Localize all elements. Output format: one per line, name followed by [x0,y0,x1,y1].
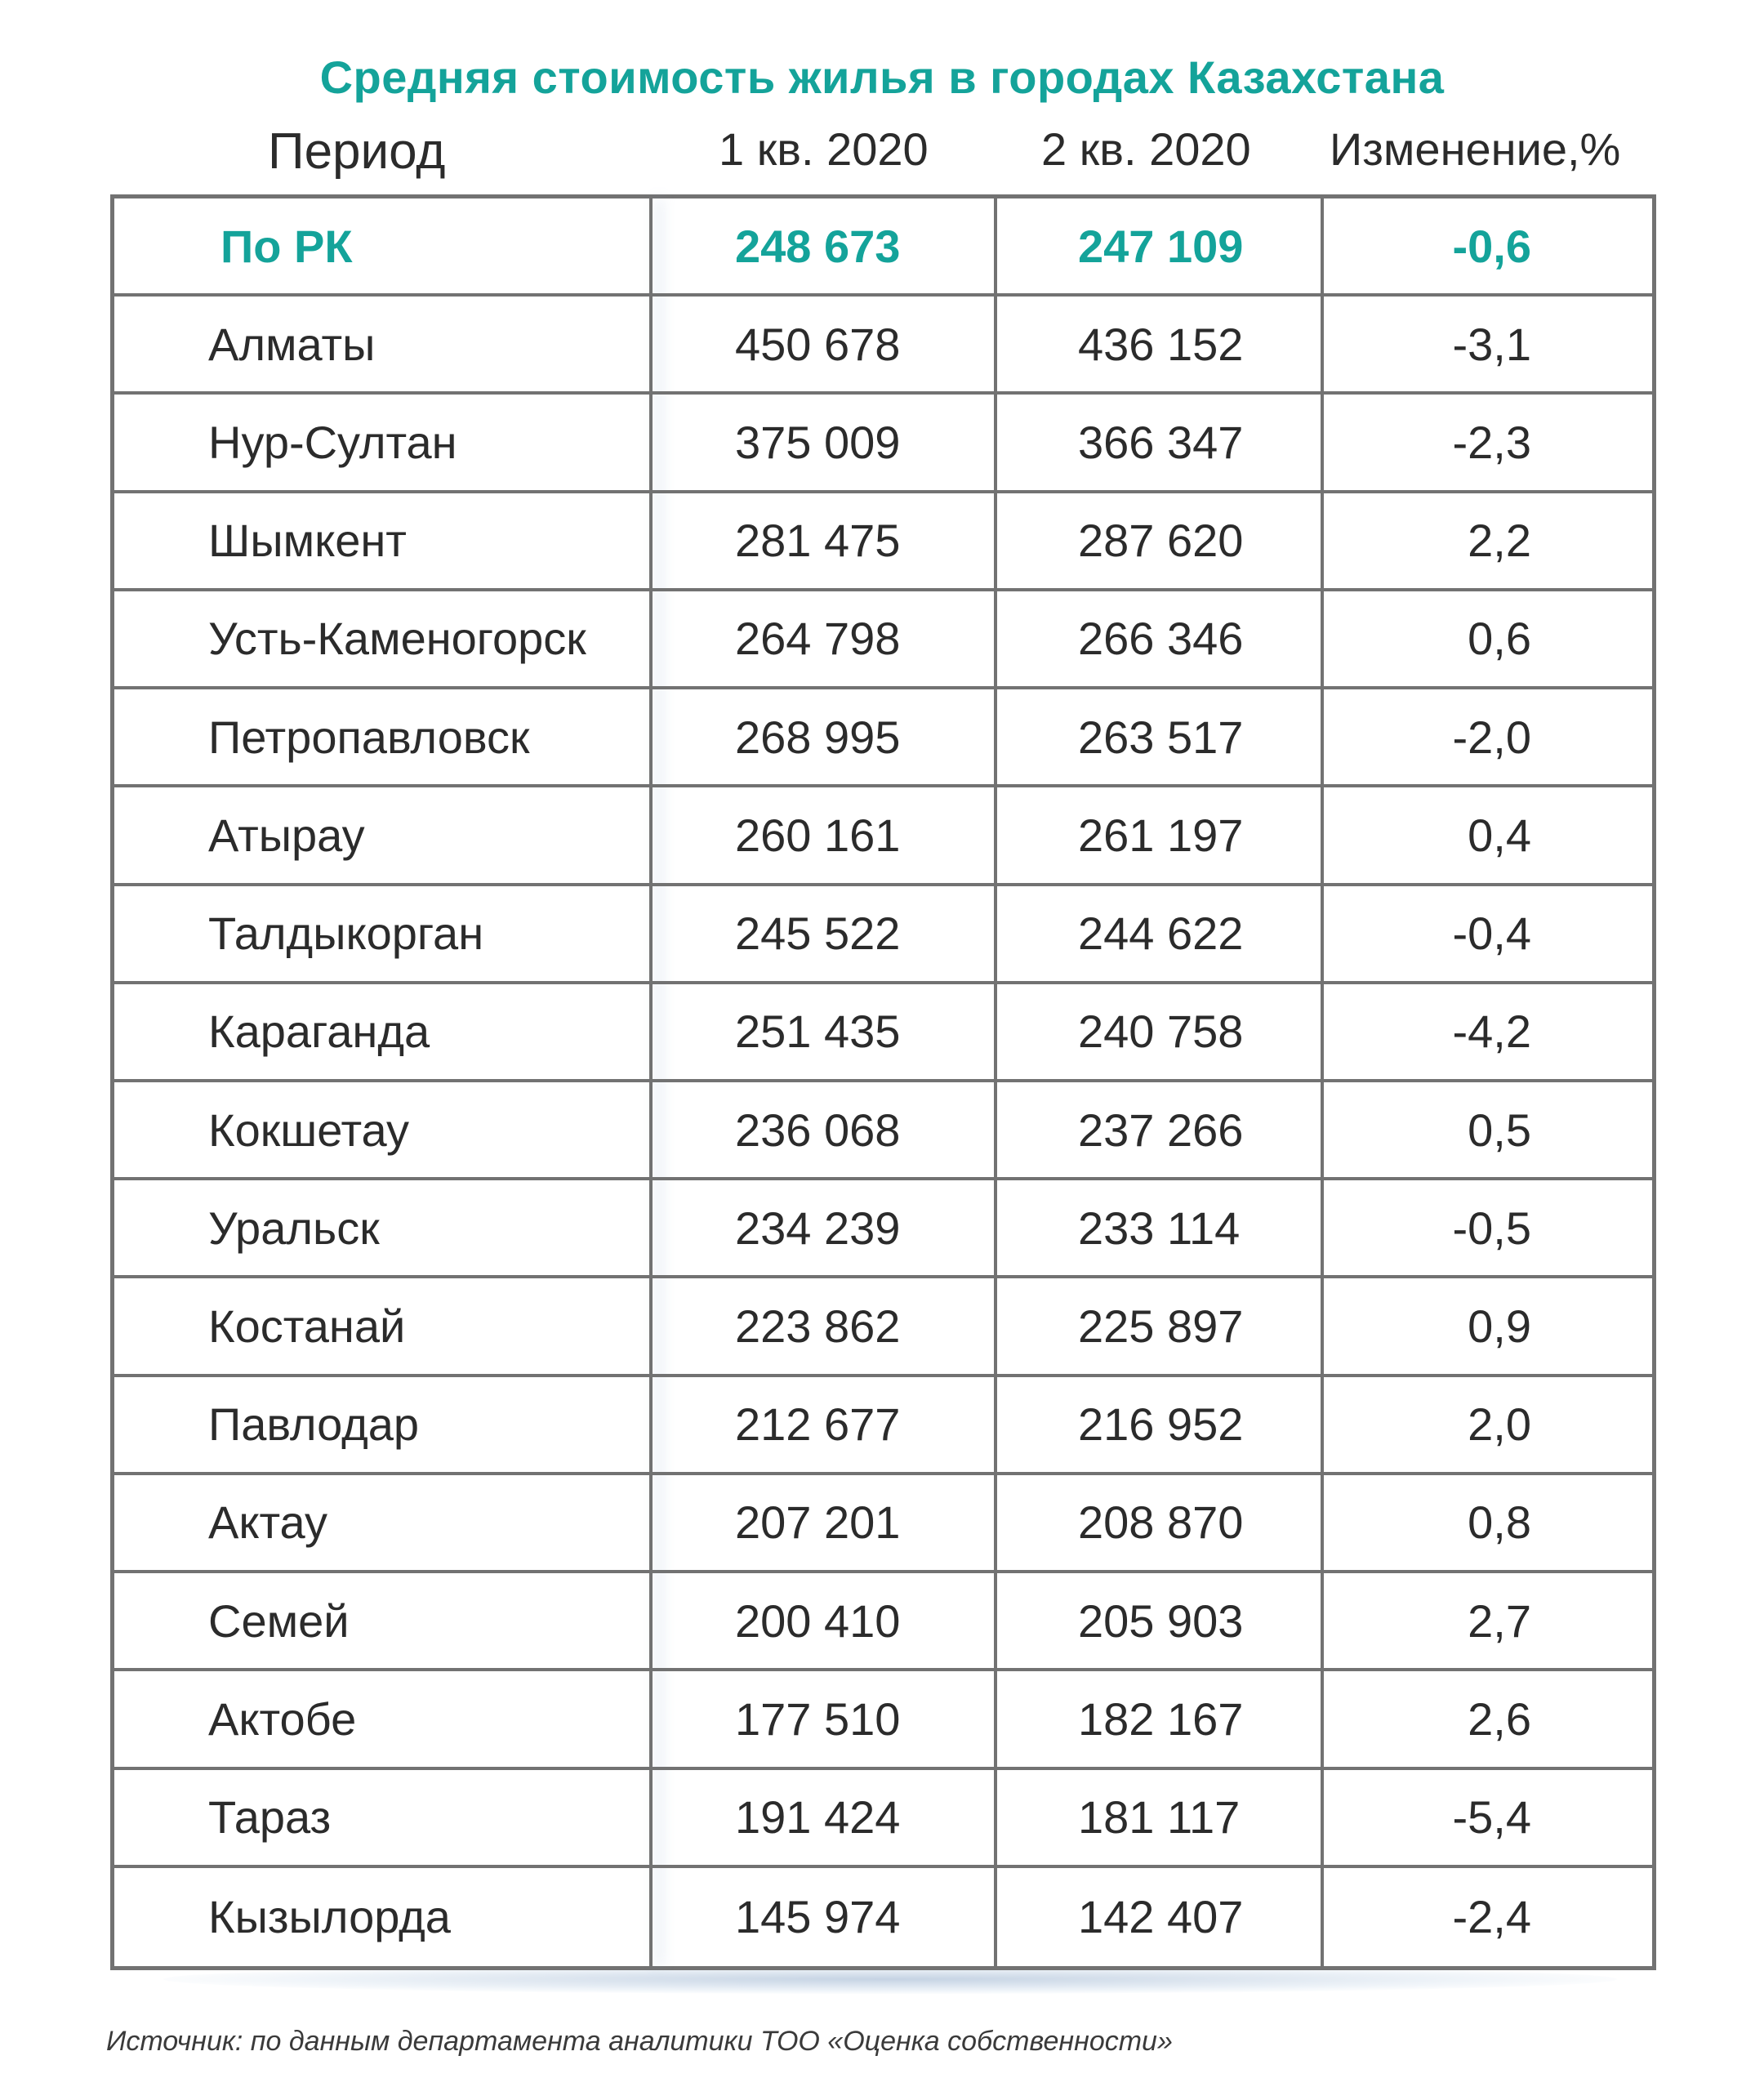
q2-value: 182 167 [1078,1692,1244,1745]
q1-value: 264 798 [735,613,901,665]
q2-value: 436 152 [1078,318,1244,370]
change-value: -3,1 [1452,318,1531,370]
q2-value: 261 197 [1078,809,1244,861]
q1-value: 260 161 [735,809,901,861]
city-name: Алматы [208,318,376,370]
change-value: 2,6 [1468,1692,1531,1745]
total-q1-value: 248 673 [735,220,901,272]
table-row-total [114,198,1652,297]
city-name: Кызылорда [208,1891,451,1943]
city-name: Актобе [208,1692,357,1745]
city-name: Кокшетау [208,1104,410,1156]
table-row [114,1770,1652,1868]
q1-value: 281 475 [735,515,901,567]
q1-value: 177 510 [735,1692,901,1745]
q1-value: 268 995 [735,711,901,763]
table-row [114,1868,1652,1966]
table-row [114,493,1652,591]
q1-value: 375 009 [735,417,901,469]
city-name: Шымкент [208,515,407,567]
city-name: Актау [208,1496,328,1549]
change-value: 0,8 [1468,1496,1531,1549]
q1-value: 251 435 [735,1006,901,1058]
city-name: Талдыкорган [208,907,484,960]
table-row [114,1573,1652,1671]
q2-value: 237 266 [1078,1104,1244,1156]
q2-value: 225 897 [1078,1300,1244,1353]
q1-value: 212 677 [735,1398,901,1451]
change-value: 0,9 [1468,1300,1531,1353]
q1-value: 191 424 [735,1791,901,1844]
q1-value: 207 201 [735,1496,901,1549]
change-value: 2,2 [1468,515,1531,567]
q2-value: 287 620 [1078,515,1244,567]
column-header-q1: 1 кв. 2020 [719,123,929,175]
total-q2-value: 247 109 [1078,220,1244,272]
table-row [114,787,1652,885]
change-value: -2,3 [1452,417,1531,469]
city-name: Петропавловск [208,711,530,763]
q1-value: 223 862 [735,1300,901,1353]
q2-value: 244 622 [1078,907,1244,960]
table-row [114,886,1652,984]
table-row [114,1475,1652,1573]
change-value: -5,4 [1452,1791,1531,1844]
table-row [114,1278,1652,1376]
q2-value: 208 870 [1078,1496,1244,1549]
q1-value: 236 068 [735,1104,901,1156]
change-value: -2,0 [1452,711,1531,763]
q2-value: 142 407 [1078,1891,1244,1943]
table-row [114,297,1652,395]
change-value: 0,5 [1468,1104,1531,1156]
chart-title: Средняя стоимость жилья в городах Казахстана [319,51,1445,103]
city-name: Атырау [208,809,365,861]
q2-value: 240 758 [1078,1006,1244,1058]
source-note: Источник: по данным департамента аналитики ТОО «Оценка собственности» [106,2026,1173,2057]
q2-value: 366 347 [1078,417,1244,469]
q2-value: 263 517 [1078,711,1244,763]
change-value: -0,5 [1452,1202,1531,1254]
table-row [114,1082,1652,1180]
q2-value: 181 117 [1078,1791,1241,1844]
city-name: Семей [208,1594,350,1647]
table-row [114,1377,1652,1475]
column-header-period: Период [268,123,446,180]
q2-value: 216 952 [1078,1398,1244,1451]
column-header-change: Изменение,% [1330,123,1621,175]
q1-value: 245 522 [735,907,901,960]
change-value: -0,4 [1452,907,1531,960]
change-value: 2,7 [1468,1594,1531,1647]
q2-value: 233 114 [1078,1202,1241,1254]
table-row [114,395,1652,493]
change-value: -4,2 [1452,1006,1531,1058]
city-name: Караганда [208,1006,430,1058]
table-row [114,1180,1652,1278]
table-row [114,984,1652,1082]
table-row [114,591,1652,689]
q1-value: 145 974 [735,1891,901,1943]
city-name: Павлодар [208,1398,420,1451]
table-row [114,1671,1652,1769]
q2-value: 266 346 [1078,613,1244,665]
total-change-value: -0,6 [1452,220,1531,272]
q1-value: 450 678 [735,318,901,370]
total-label: По РК [220,220,353,272]
city-name: Уральск [208,1202,380,1254]
change-value: 2,0 [1468,1398,1531,1451]
change-value: -2,4 [1452,1891,1531,1943]
q1-value: 200 410 [735,1594,901,1647]
price-table [110,194,1656,1970]
change-value: 0,4 [1468,809,1531,861]
change-value: 0,6 [1468,613,1531,665]
city-name: Нур-Султан [208,417,457,469]
city-name: Костанай [208,1300,406,1353]
city-name: Тараз [208,1791,332,1844]
column-header-q2: 2 кв. 2020 [1041,123,1251,175]
city-name: Усть-Каменогорск [208,613,586,665]
q1-value: 234 239 [735,1202,901,1254]
q2-value: 205 903 [1078,1594,1244,1647]
table-row [114,689,1652,787]
